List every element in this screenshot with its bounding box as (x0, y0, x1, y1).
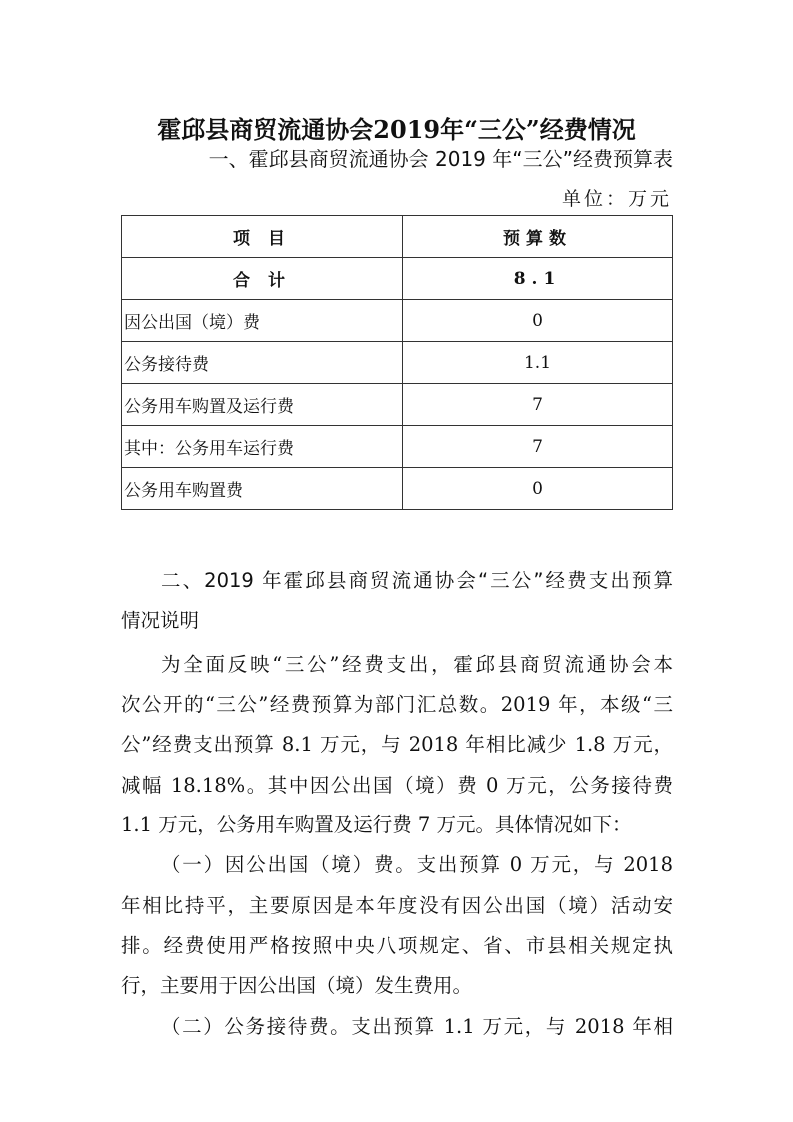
paragraph-line: 行，主要用于因公出国（境）发生费用。 (121, 974, 473, 997)
row-value: 0 (403, 468, 673, 510)
total-value: 8.1 (403, 258, 673, 300)
table-row (122, 468, 673, 510)
section-1-heading: 一、霍邱县商贸流通协会 2019 年“三公”经费预算表 (208, 147, 673, 171)
paragraph-line: 年相比持平，主要原因是本年度没有因公出国（境）活动安 (121, 894, 673, 917)
row-label: 因公出国（境）费 (122, 300, 403, 342)
paragraph-line: 1.1 万元，公务用车购置及运行费 7 万元。具体情况如下： (121, 813, 632, 836)
row-label: 公务接待费 (122, 342, 403, 384)
table-header-row (122, 216, 673, 258)
row-value: 0 (403, 300, 673, 342)
row-value: 1.1 (403, 342, 673, 384)
paragraph-line: 排。经费使用严格按照中央八项规定、省、市县相关规定执 (121, 934, 673, 957)
paragraph-line: （二）公务接待费。支出预算 1.1 万元，与 2018 年相 (161, 1015, 673, 1038)
total-label: 合 计 (122, 258, 403, 300)
budget-table (121, 215, 673, 510)
paragraph-line: 减幅 18.18%。其中因公出国（境）费 0 万元，公务接待费 (121, 774, 673, 797)
header-budget: 预算数 (403, 216, 673, 258)
table-row (122, 426, 673, 468)
row-label: 其中：公务用车运行费 (122, 426, 403, 468)
unit-label: 单位：万元 (561, 188, 672, 210)
paragraph-line: 公”经费支出预算 8.1 万元，与 2018 年相比减少 1.8 万元， (121, 733, 673, 756)
document-title: 霍邱县商贸流通协会2019年“三公”经费情况 (157, 115, 636, 144)
row-value: 7 (403, 426, 673, 468)
section-2-heading-line: 二、2019 年霍邱县商贸流通协会“三公”经费支出预算 (161, 569, 673, 592)
paragraph-line: （一）因公出国（境）费。支出预算 0 万元，与 2018 (161, 853, 673, 876)
table-row (122, 384, 673, 426)
table-row (122, 342, 673, 384)
header-item: 项 目 (122, 216, 403, 258)
paragraph-line: 为全面反映“三公”经费支出，霍邱县商贸流通协会本 (161, 653, 673, 676)
table-total-row (122, 258, 673, 300)
table-row (122, 300, 673, 342)
row-label: 公务用车购置及运行费 (122, 384, 403, 426)
row-label: 公务用车购置费 (122, 468, 403, 510)
section-2-heading-line: 情况说明 (121, 609, 200, 632)
paragraph-line: 次公开的“三公”经费预算为部门汇总数。2019 年，本级“三 (121, 693, 673, 716)
row-value: 7 (403, 384, 673, 426)
